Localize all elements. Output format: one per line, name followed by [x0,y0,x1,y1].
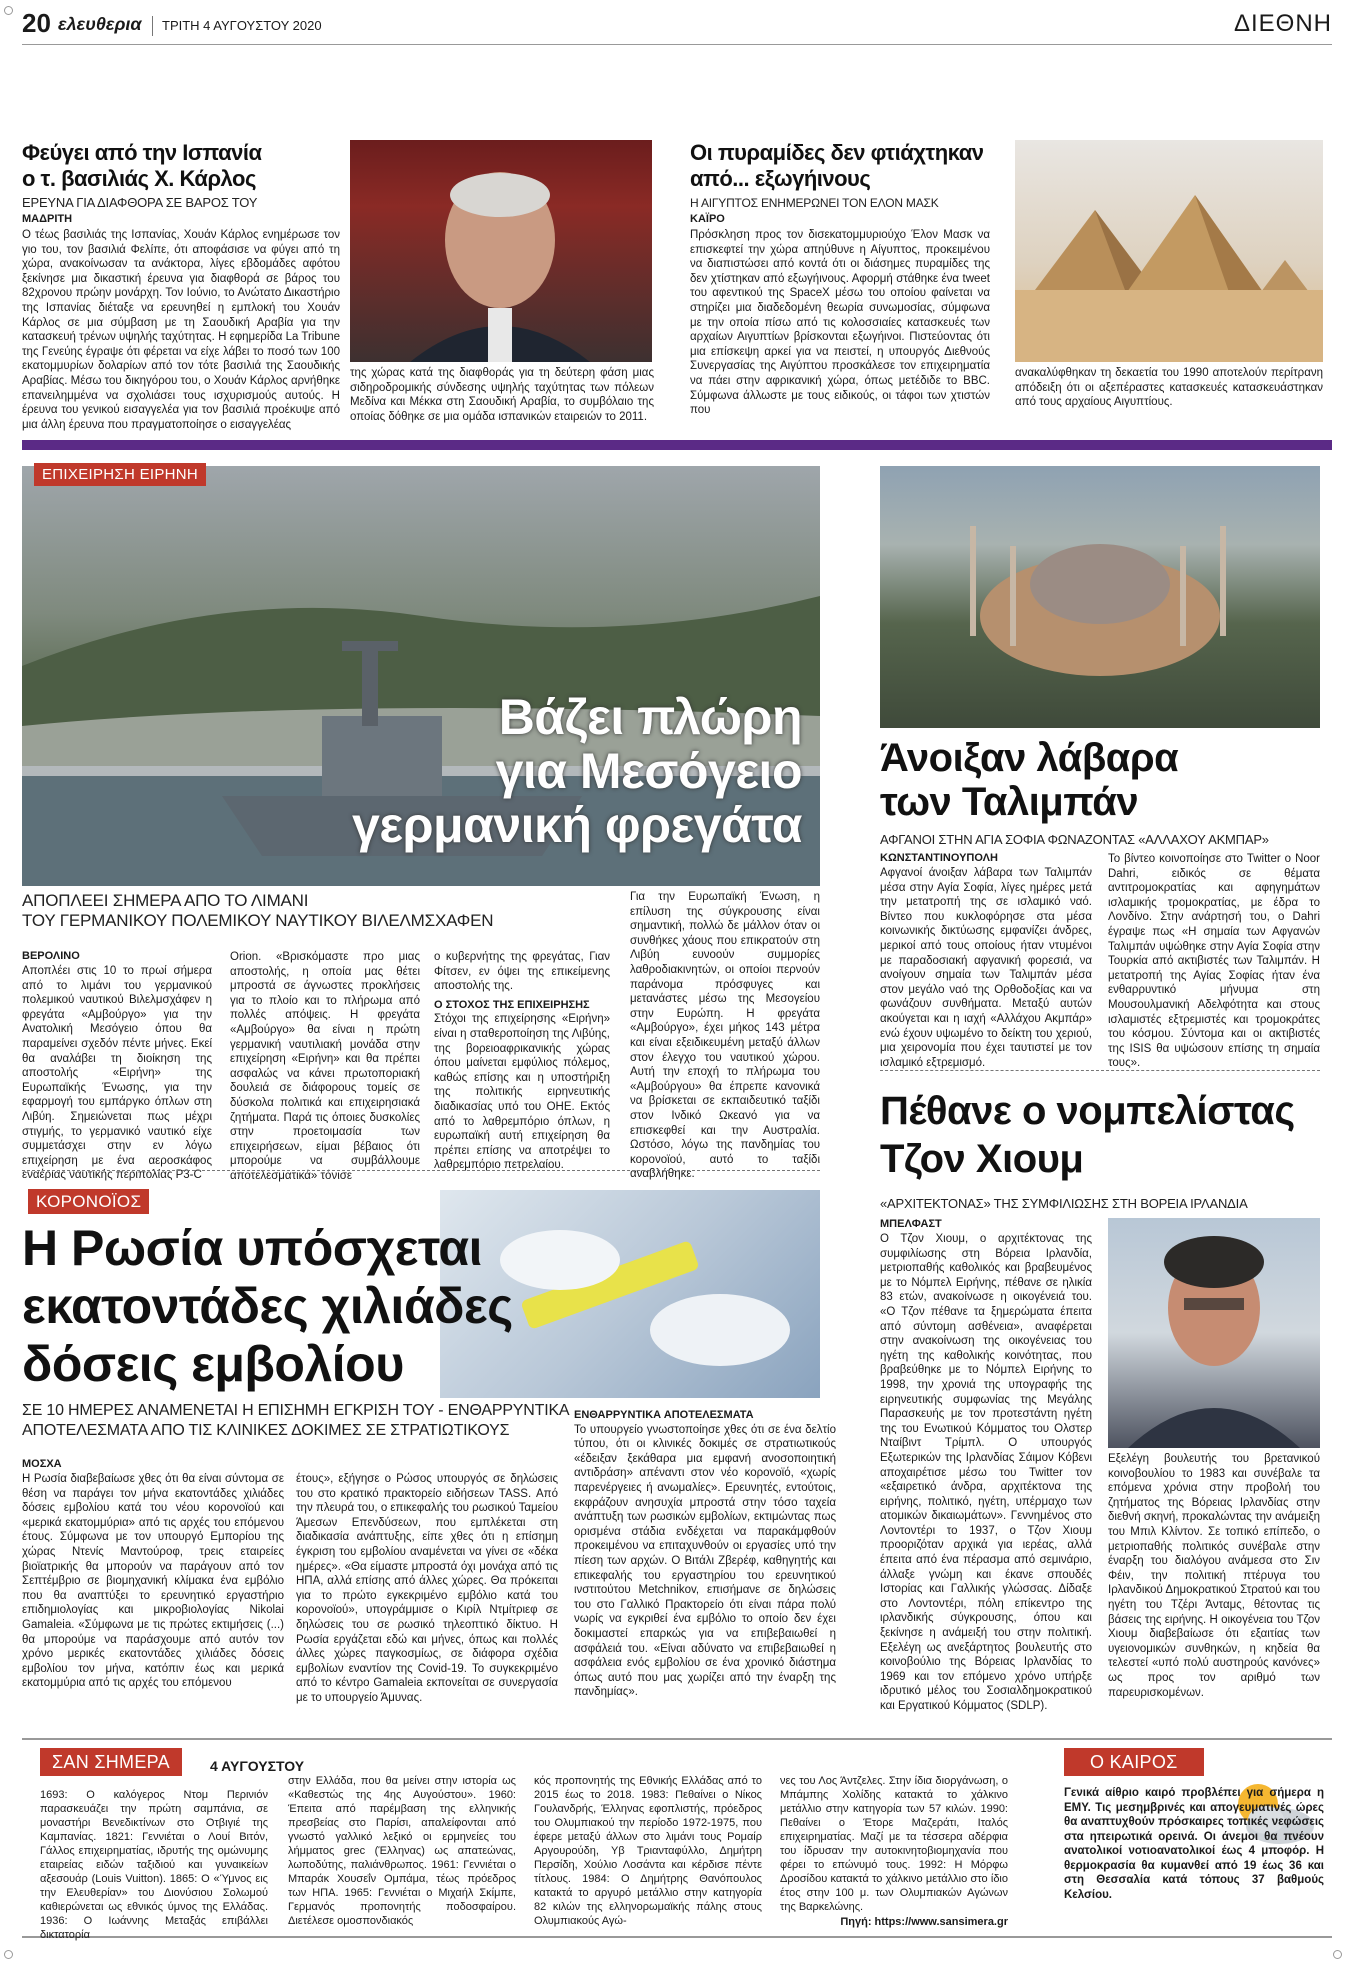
article-col-1: Η Ρωσία διαβεβαίωσε χθες ότι θα είναι σύντομα σε θέση να παράγει τον μήνα εκατοντάδες χιλιάδες δόσεις εμβολίου κατά του νέου κορονοϊού και «μερικά εκατομμύρια» από τις αρχές του επόμενου έτους. Σύμφωνα με τον υπουργό Εμπορίου της χώρας Ντενίς Μαντούροφ, τρεις εταιρείες βιοϊατρικής θα μπορούν να παράγουν από τον Σεπτέμβριο σε βιομηχανική κλίμακα ένα εμβόλιο που θα αναπτύξει το ερευνητικό εργαστήριο επιδημιολογίας και μικροβιολογίας Nikolai Gamaleia. «Σύμφωνα με τις πρώτες εκτιμήσεις (...) θα μπορούμε να παράσχουμε από αυτόν τον χρόνο μερικές εκατοντάδες χιλιάδες δόσεις εμβολίου τον μήνα, κατόπιν έως και μερικά εκατομμύρια από τις αρχές του επόμενου [22,1473,284,1690]
kicker: «ΑΡΧΙΤΕΚΤΟΝΑΣ» ΤΗΣ ΣΥΜΦΙΛΙΩΣΗΣ ΣΤΗ ΒΟΡΕΙΑ ΙΡΛΑΝΔΙΑ [880,1196,1248,1211]
dateline: ΚΩΝΣΤΑΝΤΙΝΟΥΠΟΛΗ [880,852,998,864]
headline: των Ταλιμπάν [880,780,1139,824]
photo-hagia-sophia [880,466,1320,728]
headline: γερμανική φρεγάτα [352,797,802,853]
registration-mark [4,6,13,15]
photo-pyramids [1015,140,1323,362]
article-pyramids [690,140,1010,420]
source-link[interactable]: Πηγή: https://www.sansimera.gr [840,1916,1008,1928]
dateline: ΚΑΪΡΟ [690,213,725,225]
dateline: ΜΑΔΡΙΤΗ [22,213,73,225]
headline: Οι πυραμίδες δεν φτιάχτηκαν [690,140,984,165]
san-simera-col-2: στην Ελλάδα, που θα μείνει στην ιστορία ως «Καθεστώς της 4ης Αυγούστου». 1960: Έπειτα από παρέμβαση της ελληνικής πρεσβείας στο Παρίσι, απαλείφονται από γνωστό γαλλικό λεξικό οι ερμηνείες του λήμματος grec (Έλληνας) ως απατεώνας, λωποδύτης, παλιάνθρωπος. 1961: Γεννιέται ο Μπαράκ Χουσεΐν Ομπάμα, τέως πρόεδρος των ΗΠΑ. 1965: Γεννιέται ο Μιχαήλ Σκίμπε, Γερμανός προπονητής ποδοσφαίρου. Διετέλεσε ομοσπονδιακός [288,1775,516,1927]
paragraph: Το υπουργείο γνωστοποίησε χθες ότι σε ένα δελτίο τύπου, ότι οι κλινικές δοκιμές σε στρατιωτικούς «έδειξαν ξεκάθαρα μια εμφανή ανοσοποιητική αντιδράση» απέναντι στον νέο κορονοϊό, «χωρίς παρενέργειες ή ανωμαλίες». Ερευνητές, εντούτοις, εκφράζουν ανησυχία μπροστά στην τόσο ταχεία ανάπτυξη των ρωσικών εμβολίων, εκτιμώντας πως ορισμένα στάδια ενδέχεται να παρακάμφθούν προκειμένου να επιταχυνθούν οι εργασίες υπό την πίεση των αρχών. Ο Βιτάλι Ζβερέφ, καθηγητής και επικεφαλής του εργαστηρίου του ερευνητικού ινστιτούτου Metchnikov, επισήμανε σε δηλώσεις του στο Γαλλικό Πρακτορείο ότι είναι πάρα πολύ νωρίς να εγκριθεί ένα εμβόλιο το οποίο δεν έχει δοκιμαστεί επαρκώς για να επιβεβαιωθεί η ασφάλειά του. «Είναι αδύνατο να επιβεβαιωθεί η ασφάλεια ενός εμβολίου σε ένα χρονικό διάστημα όπως αυτό που μας χωρίζει από την έναρξη της πανδημίας». [574,1423,836,1699]
article-col-1: Ο Τζον Χιουμ, ο αρχιτέκτονας της συμφιλίωσης στη Βόρεια Ιρλανδία, μετριοπαθής καθολικός και βραβευμένος με το Νόμπελ Ειρήνης, πέθανε σε ηλικία 83 ετών, ανακοίνωσε η οικογένειά του. «Ο Τζον πέθανε τα ξημερώματα έπειτα από σύντομη ασθένεια», αναφέρεται στην ανακοίνωση της οικογένειας του ηγέτη της καθολικής κοινότητας, που βραβεύθηκε με το Νόμπελ Ειρήνης το 1998, την χρονιά της υπογραφής της ειρηνευτικής συμφωνίας της Μεγάλης Παρασκευής με τον προτεστάντη ηγέτη της του Ενωτικού Κόμματος του Ολστερ Νταίβιντ Τρίμπλ. Ο υπουργός Εξωτερικών της Ιρλανδίας Σάιμον Κόβενι αποχαιρέτισε μέσω του Twitter τον «εξαιρετικό άνδρα, αρχιτέκτονα της ειρήνης, πολιτικό, ηγέτη, υπέρμαχο των ατομικών δικαιωμάτων». Γεννημένος στο Λοντοντέρι το 1937, ο Τζον Χιουμ προοριζόταν αρχικά για ιερέας, αλλά έπειτα από ένα πέρασμα από σεμινάριο, άλλαξε γνώμη και έκανε σπουδές Ιστορίας και Γαλλικής γλώσσας. Δίδαξε στο Λοντοντέρι, πόλη επίκεντρο της ιρλανδικής σύγκρουσης, όπου και ξεκίνησε η ανάμειξή του στην πολιτική. Εξελέγη ως ανεξάρτητος βουλευτής στο κοινοβούλιο της Βόρειας Ιρλανδίας το 1969 και τον επόμενο χρόνο υπήρξε ιδρυτικό μέλος του Σοσιαλδημοκρατικού και Εργατικού Κόμματος (SDLP). [880,1233,1092,1712]
kicker: Η ΑΙΓΥΠΤΟΣ ΕΝΗΜΕΡΩΝΕΙ ΤΟΝ ΕΛΟΝ ΜΑΣΚ [690,196,939,210]
tag-label: Ο ΚΑΙΡΟΣ [1064,1748,1204,1776]
registration-mark [1333,1950,1342,1959]
subhead: Ο ΣΤΟΧΟΣ ΤΗΣ ΕΠΙΧΕΙΡΗΣΗΣ [434,998,590,1011]
tag-label: ΣΑΝ ΣΗΜΕΡΑ [40,1748,182,1776]
article-col-1: Αφγανοί άνοιξαν λάβαρα των Ταλιμπάν μέσα στην Αγία Σοφία, λίγες ημέρες μετά την μετατροπή της σε ισλαμικό ναό. Βίντεο που κυκλοφόρησε στα μέσα κοινωνικής δικτύωσης εμφανίζει άνδρες, μερικοί από τους οποίους ήταν ντυμένοι με παραδοσιακή αφγανική φορεσιά, να ανοίγουν σημαία των Ταλιμπάν μέσα στον μεγάλο ναό της Ορθοδοξίας και να φωνάζουν συνθήματα. Μεταξύ αυτών ακούγεται και η ιαχή «Αλλάχου Ακμπάρ» ενώ έχουν υψωμένο το δείκτη του χεριού, μια χειρονομία που έχει ταυτιστεί με τον ισλαμικό εξτρεμισμό. [880,867,1092,1069]
headline: Πέθανε ο νομπελίστας [880,1089,1295,1133]
section-tag [34,466,206,484]
header-divider [152,16,153,36]
headline: ο τ. βασιλιάς Χ. Κάρλος [22,166,256,191]
registration-mark [4,1950,13,1959]
headline: Άνοιξαν λάβαρα [880,736,1179,780]
san-simera-col-3: κός προπονητής της Εθνικής Ελλάδας από το 2015 έως το 2018. 1983: Πεθαίνει ο Νίκος Γουλανδρής, Έλληνας εφοπλιστής, πρόεδρος του Ολυμπιακού την περίοδο 1972-1975, που έφερε μεταξύ άλλων στο λιμάνι τους Ρομαίρ Αργουρούδη, Υβ Τριανταφύλλο, Δημήτρη Περσίδη, Χούλιο Λοσάντα και κέρδισε πέντε τίτλους. 1984: Ο Δημήτρης Θανόπουλος κατακτά το αργυρό μετάλλιο στην κατηγορία 82 κιλών της ελληνορωμαϊκής πάλης στους Ολυμπιακούς Αγώ- [534,1775,762,1927]
dateline: ΜΠΕΛΦΑΣΤ [880,1218,942,1230]
article-body: Πρόσκληση προς τον δισεκατομμυριούχο Έλον Μασκ να επισκεφτεί την χώρα απηύθυνε η Αίγυπτος, προκειμένου να διαπιστώσει από κοντά ότι οι διάσημες πυραμίδες της δεν χτίστηκαν από εξωγήινους. Αφορμή στάθηκε ένα tweet του αφεντικού της SpaceX μέσω του οποίου φαίνεται να στηρίζει μια διαδεδομένη θεωρία συνωμοσίας, σύμφωνα με την οποία πίσω από τις κολοσσιαίες κατασκευές των αρχαίων Αιγυπτίων βρίσκονται εξωγήινοι. Πιστεύοντας ότι μια επίσκεψη αρκεί για να πειστεί, η υπουργός Διεθνούς Συνεργασίας της Αιγύπτου προσκάλεσε τον επιχειρηματία να πάει στην αφρικανική χώρα, όπως μετέδιδε το BBC. Σύμφωνα άλλωστε με τους ειδικούς, οι τάφοι των χτιστών που [690,229,990,417]
kicker: ΑΠΟΠΛΕΕΙ ΣΗΜΕΡΑ ΑΠΟ ΤΟ ΛΙΜΑΝΙ [22,891,309,910]
section-bar [22,440,1332,450]
dashed-divider [22,1170,820,1171]
dashed-divider [880,1070,1320,1071]
section-name: ΔΙΕΘΝΗ [1233,10,1332,37]
page-header [22,6,1332,48]
san-simera-col-1: 1693: Ο καλόγερος Ντομ Περινιόν παρασκευάζει την πρώτη σαμπάνια, σε μοναστήρι Βενεδικτίνων στο Οτβιγιέ της Καμπανίας. 1821: Γεννιέται ο Λουί Βιτόν, Γάλλος επιχειρηματίας, ιδρυτής της ομώνυμης εταιρείας ειδών ταξιδιού και γυναικείων αξεσουάρ (Louis Vuitton). 1865: Ο «Ύμνος εις την Ελευθερίαν» του Διονύσιου Σολωμού καθιερώνεται ως εθνικός ύμνος της Ελλάδας. 1936: Ο Ιωάννης Μεταξάς επιβάλλει δικτατορία [40,1789,268,1941]
headline: εκατοντάδες χιλιάδες [22,1278,513,1334]
frigate-headline [22,690,802,852]
article-body: Ο τέως βασιλιάς της Ισπανίας, Χουάν Κάρλος ενημέρωσε τον γιο του, τον βασιλιά Φελίπε, ότι αποφάσισε να φύγει από τη χώρα, ανακοίνωσαν τα ανάκτορα, λίγες εβδομάδες αφότου ξεκίνησε μια δικαστική έρευνα για διαφθορά σε βάρος του 82χρονου πρώην μονάρχη. Τον Ιούνιο, το Ανώτατο Δικαστήριο της Ισπανίας διέταξε να ερευνηθεί η εμπλοκή του Χουάν Κάρλος σε μια σύμβαση με τη Σαουδική Αραβία για την κατασκευή τρένων υψηλής ταχύτητας. Η εφημερίδα La Tribune της Γενεύης έγραψε ότι φέρεται να είχε λάβει το ποσό των 100 εκατομμυρίων δολαρίων από τον τότε βασιλιά της Σαουδικής Αραβίας. Μέσω του δικηγόρου του, ο Χουάν Κάρλος αρνήθηκε επανειλημμένα να σχολιάσει τους ισχυρισμούς αυτούς. Η έρευνα του γενικού εισαγγελέα για τον βασιλιά προέκυψε από μια άλλη έρευνα που πραγματοποίησε ο εισαγγελέας [22,229,340,431]
headline: από... εξωγήινους [690,166,871,191]
kicker: ΑΠΟΤΕΛΕΣΜΑΤΑ ΑΠΟ ΤΙΣ ΚΛΙΝΙΚΕΣ ΔΟΚΙΜΕΣ ΣΕ ΣΤΡΑΤΙΩΤΙΚΟΥΣ [22,1422,510,1439]
paragraph: ο κυβερνήτης της φρεγάτας, Γιαν Φίτσεν, εν όψει της επικείμενης αποστολής της. [434,951,610,993]
section-tag [28,1192,149,1212]
photo-juan-carlos [350,140,652,362]
paragraph: Στόχοι της επιχείρησης «Ειρήνη» είναι η σταθεροποίηση της Λιβύης, της βορειοαφρικανικής χώρας όπου μαίνεται εμφύλιος πόλεμος, καθώς επίσης και η υποστήριξη της πολιτικής ειρηνευτικής διαδικασίας υπό του ΟΗΕ. Εκτός από το λαθρεμπόριο όπλων, η ευρωπαϊκή αυτή επιχείρηση θα πρέπει επίσης να αποτρέψει το λαθρεμπόριο πετρελαίου. [434,1013,610,1172]
san-simera-date: 4 ΑΥΓΟΥΣΤΟΥ [210,1758,305,1774]
photo-john-hume [1108,1218,1320,1448]
kicker: ΣΕ 10 ΗΜΕΡΕΣ ΑΝΑΜΕΝΕΤΑΙ Η ΕΠΙΣΗΜΗ ΕΓΚΡΙΣΗ ΤΟΥ - ΕΝΘΑΡΡΥΝΤΙΚΑ [22,1402,570,1419]
headline: για Μεσόγειο [495,743,802,799]
article-body-cont: ανακαλύφθηκαν τη δεκαετία του 1990 αποτελούν περίτρανη απόδειξη ότι οι αξεπέραστες κατασκευές κατασκευάστηκαν από τους αρχαίους Αιγυπτίους. [1015,367,1323,409]
weather-tag [1064,1752,1204,1773]
headline: Η Ρωσία υπόσχεται [22,1220,483,1276]
page-number: 20 [22,8,51,38]
issue-date: ΤΡΙΤΗ 4 ΑΥΓΟΥΣΤΟΥ 2020 [162,18,322,33]
tag-label: ΕΠΙΧΕΙΡΗΣΗ ΕΙΡΗΝΗ [34,463,206,486]
headline: δόσεις εμβολίου [22,1336,404,1392]
article-col-2: Εξελέγη βουλευτής του βρετανικού κοινοβουλίου το 1983 και συνέβαλε τα επόμενα χρόνια στην προβολή του ζητήματος της Βόρειας Ιρλανδίας στην διεθνή σκηνή, προκαλώντας την ανάμειξη του Μπιλ Κλίντον. Σε τοπικό επίπεδο, ο μετριοπαθής πολιτικός συνέβαλε στην έναρξη του διαλόγου ανάμεσα στο Σιν Φέιν, την πολιτική πτέρυγα του Ιρλανδικού Δημοκρατικού Στρατού και του ηγέτη του Τζέρι Άνταμς, θέτοντας τις βάσεις της ειρήνης. Η οικογένεια του Τζον Χιουμ διαβεβαίωσε ότι εξαιτίας των υγειονομικών συνθηκών, η κηδεία θα τελεστεί «υπό πολύ αυστηρούς κανόνες» ως προς τον αριθμό των παρευρισκομένων. [1108,1453,1320,1699]
article-col-2: έτους», εξήγησε ο Ρώσος υπουργός σε δηλώσεις του στο κρατικό πρακτορείο ειδήσεων TASS. Από την πλευρά του, ο επικεφαλής του ρωσικού Ταμείου Άμεσων Επενδύσεων, που εμπλέκεται στη διαδικασία ανάπτυξης, είπε χθες ότι η επίσημη έγκριση του εμβολίου αναμένεται να γίνει σε «δέκα ημέρες». «Θα είμαστε μπροστά όχι μονάχα από τις ΗΠΑ, αλλά επίσης από άλλες χώρες. Θα πρόκειται για το πρώτο εγκεκριμένο εμβόλιο κατά του κορονοϊού», υπογράμμισε ο Κιρίλ Ντμίτριεφ σε δηλώσεις του σε ρωσικό τηλεοπτικό δίκτυο. Η Ρωσία εργάζεται εδώ και μήνες, όπως και πολλές άλλες χώρες παγκοσμίως, σε διάφορα σχέδια εμβολίων εναντίον της Covid-19. Το συγκεκριμένο από το κέντρο Gamaleia εκπονείται σε συνεργασία με το υπουργείο Άμυνας. [296,1473,559,1704]
kicker: ΑΦΓΑΝΟΙ ΣΤΗΝ ΑΓΙΑ ΣΟΦΙΑ ΦΩΝΑΖΟΝΤΑΣ «ΑΛΛΑΧΟΥ ΑΚΜΠΑΡ» [880,832,1269,847]
san-simera-tag [40,1752,182,1773]
kicker: ΕΡΕΥΝΑ ΓΙΑ ΔΙΑΦΘΟΡΑ ΣΕ ΒΑΡΟΣ ΤΟΥ [22,195,258,210]
article-col-3 [434,950,610,1172]
tag-label: ΚΟΡΟΝΟΪΟΣ [28,1189,149,1214]
article-col-2: Orion. «Βρισκόμαστε προ μιας αποστολής, η οποία μας θέτει μπροστά σε άγνωστες προκλήσεις για το πλοίο και το πλήρωμα από πολλές απόψεις. Η φρεγάτα «Αμβούργο» θα είναι η πρώτη γερμανική ναυτιλιακή μονάδα στην επιχείρηση «Ειρήνη» και θα πρέπει ασφαλώς να κάνει πρωτοποριακή δουλειά σε διάφορους τομείς σε δύσκολα πολιτικά και επιχειρησιακά ζητήματα. Παρά τις όποιες δυσκολίες στην προετοιμασία των επιχειρήσεων, είμαι βέβαιος ότι μπορούμε να συμβάλλουμε αποτελεσματικά» τόνισε [230,951,420,1182]
masthead: ελευθερια [58,14,142,34]
article-col-1: Αποπλέει στις 10 το πρωί σήμερα από το λιμάνι του γερμανικού πολεμικού ναυτικού Βιλελμσχάφεν η φρεγάτα «Αμβούργο» για την Ανατολική Μεσόγειο όπου θα παραμείνει σχεδόν πέντε μήνες. Εκεί θα αναλάβει τη διοίκηση της αποστολής «Ειρήνη» της Ευρωπαϊκής Ένωσης, για την εφαρμογή του εμπάργκο όπλων στη Λιβύη. Σημειώνεται πως μέχρι στιγμής, το γερμανικό ναυτικό είχε συμμετάσχει στην εν λόγω επιχείρηση με ένα αεροσκάφος εναέριας ναυτικής περιπολίας P3-C [22,965,212,1182]
headline: Βάζει πλώρη [498,689,802,745]
subhead: ΕΝΘΑΡΡΥΝΤΙΚΑ ΑΠΟΤΕΛΕΣΜΑΤΑ [574,1409,754,1421]
header-rule [22,44,1332,45]
article-col-3 [574,1404,836,1718]
article-col-2: Το βίντεο κοινοποίησε στο Twitter ο Noor Dahri, ειδικός σε θέματα αντιτρομοκρατίας και αφηγημάτων ισλαμικής τρομοκρατίας, με έδρα το Λονδίνο. Στην ανάρτησή του, ο Dahri έγραψε πως «Η σημαία των Αφγανών Ταλιμπάν υψώθηκε στην Αγία Σοφία στην Τουρκία από ακτιβιστές των Ταλιμπάν. Η μετατροπή της Αγίας Σοφίας ήταν ένα ενθαρρυντικό μήνυμα στη Μουσουλμανική Αδελφότητα και στους ισλαμιστές εξτρεμιστές και τρομοκράτες του κόσμου. Σύντομα και οι ακτιβιστές της ISIS θα υψώσουν επίσης τη σημαία τους». [1108,853,1320,1070]
headline: Τζον Χιουμ [880,1137,1084,1181]
weather-text: Γενικά αίθριο καιρό προβλέπει για σήμερα η ΕΜΥ. Τις μεσημβρινές και απογευματινές ώρες θα αναπτυχθούν πρόσκαιρες τοπικές νεφώσεις στα ηπειρωτικά ορεινά. Οι άνεμοι θα πνέουν ανατολικοί νοτιοανατολικοί έως 4 μποφόρ. Η θερμοκρασία θα κυμανθεί από 19 έως 36 και στη Θεσσαλία κατά τόπους 37 βαθμούς Κελσίου. [1064,1787,1324,1901]
dateline: ΒΕΡΟΛΙΝΟ [22,950,80,962]
dateline: ΜΟΣΧΑ [22,1458,62,1470]
article-col-4: Για την Ευρωπαϊκή Ένωση, η επίλυση της σύγκρουσης είναι σημαντική, πολλώ δε μάλλον όταν οι συνθήκες χάους που επικρατούν στη Λιβύη ευνοούν συμμορίες λαθροδιακινητών, οι οποίοι περνούν παράνομα πρόσφυγες και μετανάστες μέσω της Μεσογείου στην Ευρώπη. Η φρεγάτα «Αμβούργο», έχει μήκος 143 μέτρα και είναι εξειδικευμένη μεταξύ άλλων στον έλεγχο του ναυτικού χώρου. Αυτή την εποχή το πλήρωμα του «Αμβούργου» θα έπρεπε κανονικά να βρίσκεται σε εκπαιδευτικό ταξίδι στον Ινδικό Ωκεανό για να επισκεφθεί και την Αυστραλία. Ωστόσο, λόγω της πανδημίας του κορονοϊού, αυτό το ταξίδι αναβλήθηκε. [630,891,820,1181]
article-body-cont: της χώρας κατά της διαφθοράς για τη δεύτερη φάση μιας σιδηροδρομικής σύνδεσης υψηλής ταχύτητας των πόλεων Μεδίνα και Μέκκα στη Σαουδική Αραβία, το συμβόλαιο της οποίας δόθηκε σε μια ομάδα ισπανικών εταιρειών το 2011. [350,367,654,423]
headline: Φεύγει από την Ισπανία [22,140,262,165]
kicker: ΤΟΥ ΓΕΡΜΑΝΙΚΟΥ ΠΟΛΕΜΙΚΟΥ ΝΑΥΤΙΚΟΥ ΒΙΛΕΛΜΣΧΑΦΕΝ [22,911,494,930]
san-simera-col-4: νες του Λος Άντζελες. Στην ίδια διοργάνωση, ο Μπάμπης Χολίδης κατακτά το χάλκινο μετάλλιο στην κατηγορία των 57 κιλών. 1990: Πεθαίνει ο Έτορε Μαζεράτι, Ιταλός επιχειρηματίας. Μαζί με τα τέσσερα αδέρφια του ίδρυσαν την αυτοκινητοβιομηχανία που φέρει το επώνυμό τους. 1992: Η Μόρφω Δρoσίδου κατακτά το χάλκινο μετάλλιο στο ίδιο έτος στην 100 μ. των Ολυμπιακών Αγώνων της Βαρκελώνης. [780,1775,1008,1913]
